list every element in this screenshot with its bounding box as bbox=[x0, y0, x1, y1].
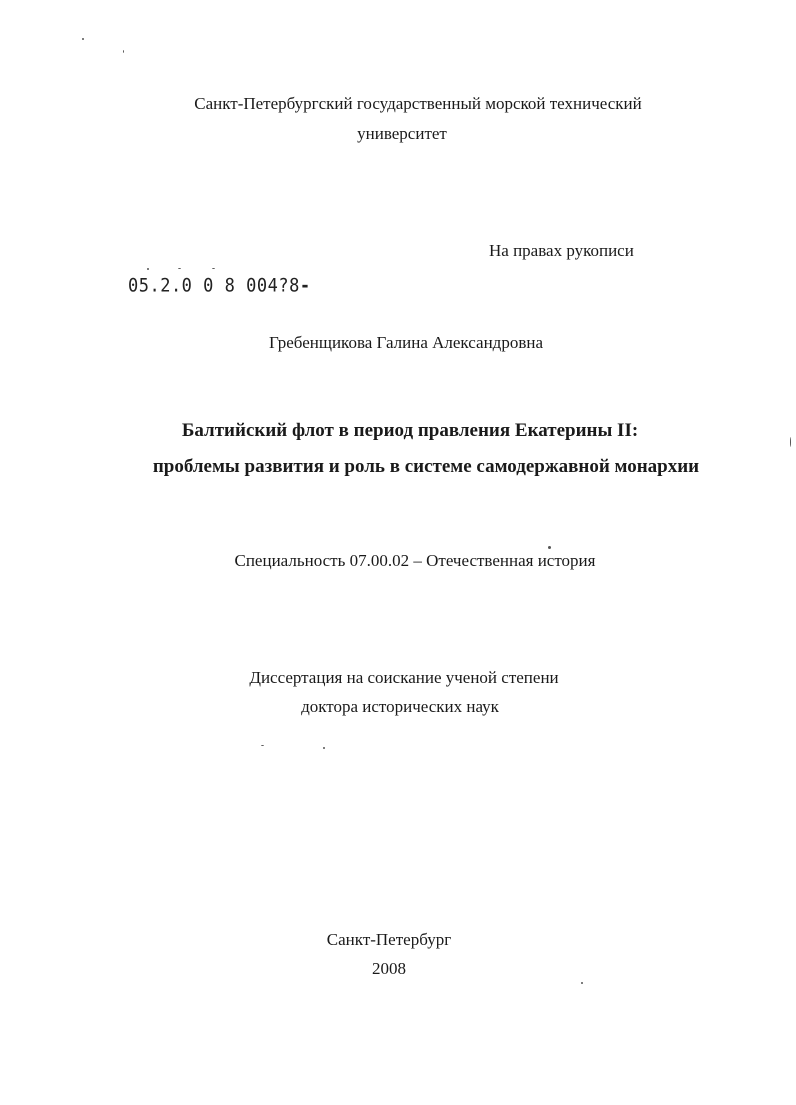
archive-stamp-code: 05.2.0 0 bbox=[128, 275, 214, 297]
dissertation-title-line-2: проблемы развития и роль в системе самодержавной монархии bbox=[152, 456, 700, 477]
archive-stamp-number: 8 004 bbox=[224, 275, 279, 297]
archive-stamp-mark: - bbox=[299, 275, 311, 297]
dissertation-degree-line-2: доктора исторических наук bbox=[301, 697, 499, 716]
scan-speck bbox=[261, 745, 264, 746]
scan-speck bbox=[147, 268, 149, 270]
dissertation-degree-line-1: Диссертация на соискание ученой степени bbox=[249, 668, 559, 687]
scan-speck bbox=[548, 546, 551, 549]
place: Санкт-Петербург bbox=[326, 930, 452, 949]
manuscript-note: На правах рукописи bbox=[489, 241, 634, 260]
scan-speck bbox=[323, 747, 325, 749]
archive-stamp bbox=[128, 275, 311, 297]
archive-stamp-tail: ?8 bbox=[278, 275, 300, 297]
institution-line-2: университет bbox=[357, 124, 447, 143]
specialty: Специальность 07.00.02 – Отечественная история bbox=[234, 551, 596, 570]
scan-speck bbox=[790, 437, 791, 447]
scan-speck bbox=[212, 268, 215, 269]
scan-speck bbox=[178, 268, 181, 269]
scan-speck bbox=[581, 982, 583, 984]
scan-speck bbox=[82, 38, 84, 40]
scan-speck bbox=[123, 50, 124, 53]
author-name: Гребенщикова Галина Александровна bbox=[269, 333, 543, 352]
year: 2008 bbox=[372, 959, 406, 978]
institution-line-1: Санкт-Петербургский государственный морской технический bbox=[194, 94, 642, 113]
dissertation-title-line-1: Балтийский флот в период правления Екатерины II: bbox=[181, 420, 639, 441]
